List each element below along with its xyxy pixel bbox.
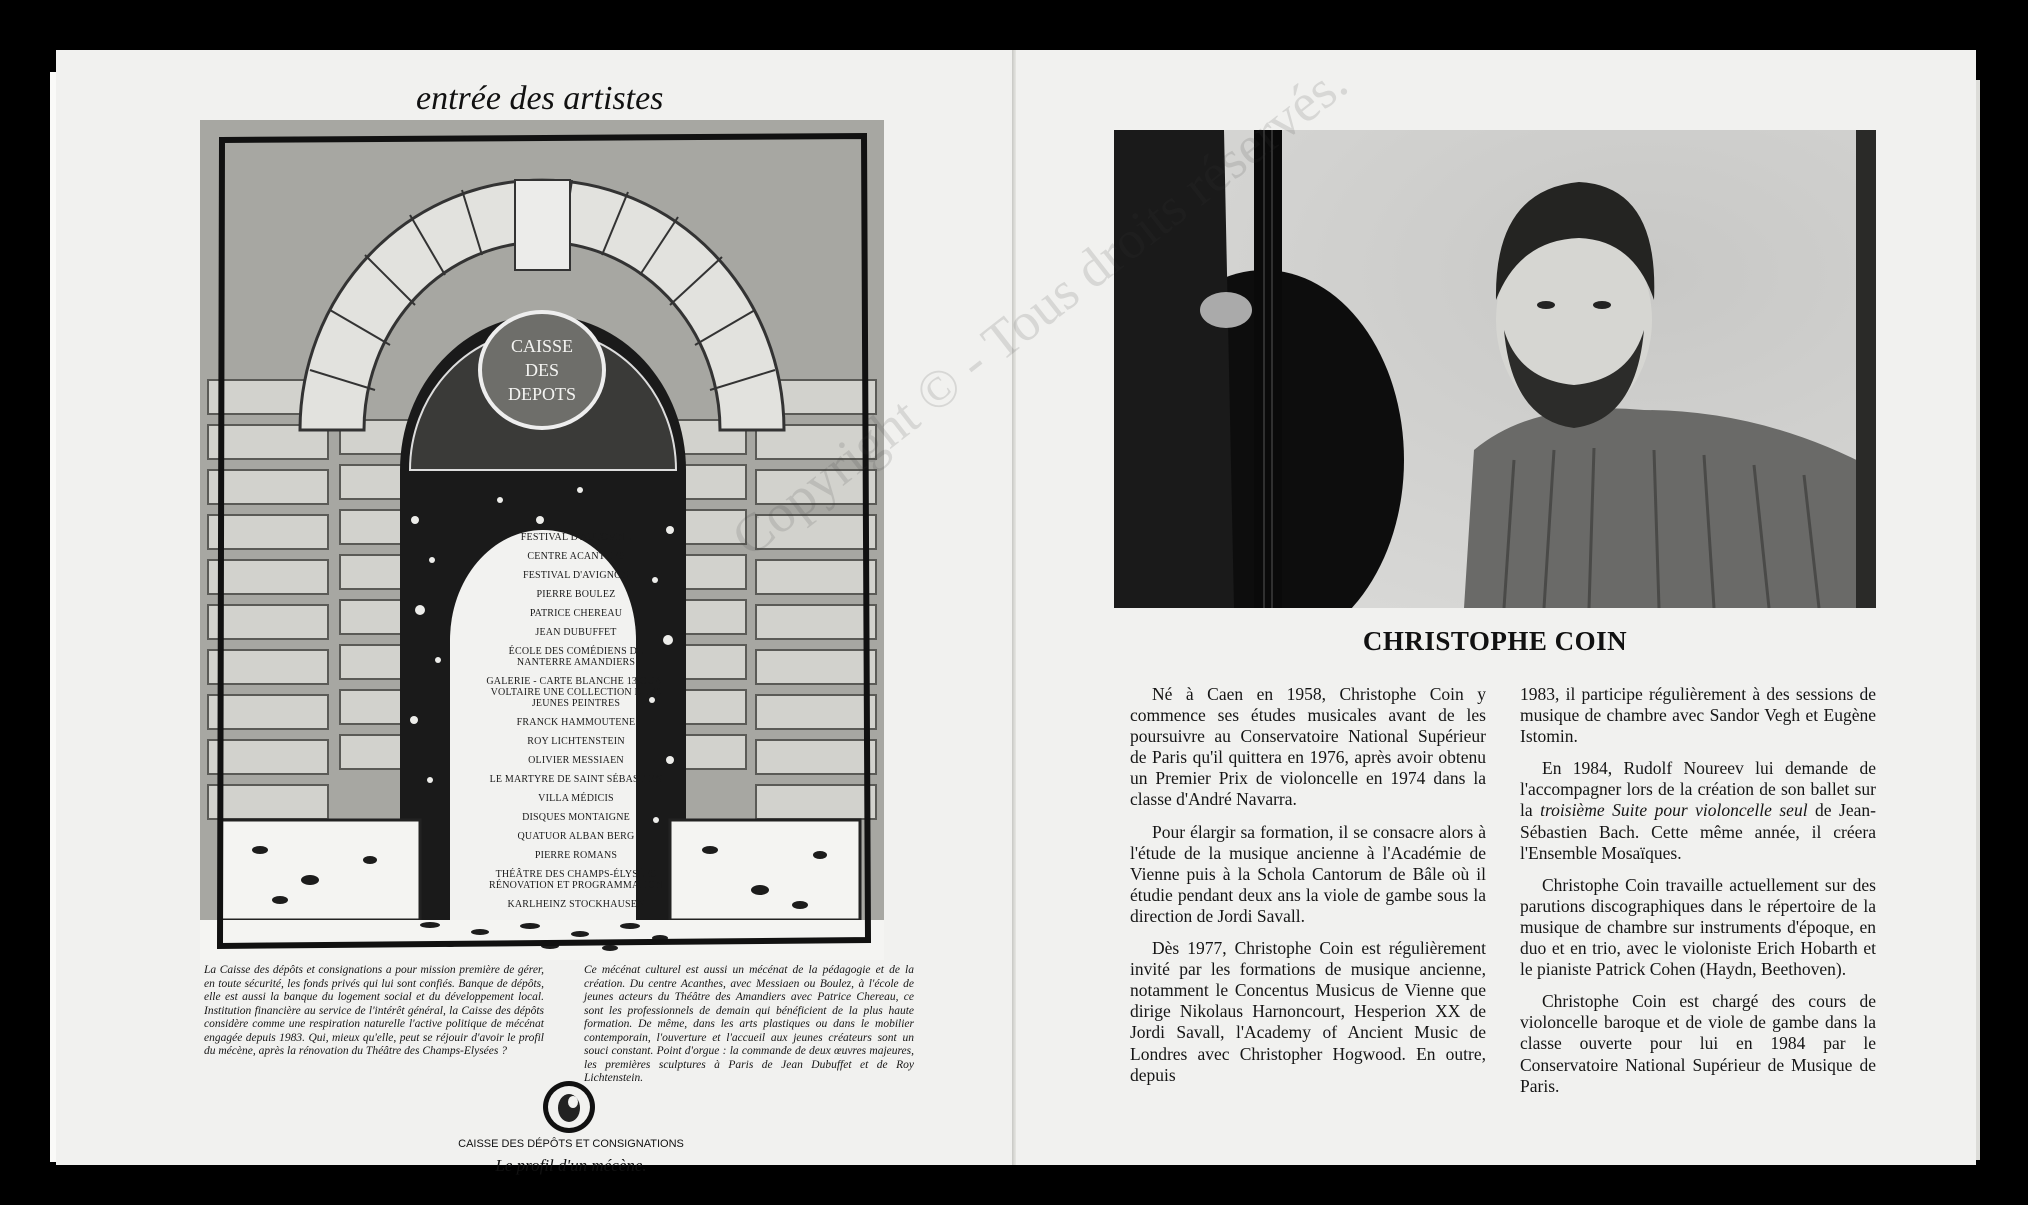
biography-column-left xyxy=(1130,684,1486,1097)
list-item: ROY LICHTENSTEIN xyxy=(527,736,625,747)
list-item: PATRICE CHEREAU xyxy=(529,608,623,619)
medallion-text-3: DEPOTS xyxy=(507,384,577,404)
artist-name: CHRISTOPHE COIN xyxy=(1362,626,1628,656)
list-item: OLIVIER MESSIAEN xyxy=(528,755,624,766)
artist-list xyxy=(450,532,702,940)
paragraph: Christophe Coin est chargé des cours de violoncelle baroque et de viole de gambe dans la classe ouverte pour lui en 1984 par le Conservatoire National Supérieur de Musique de Paris. xyxy=(1520,991,1876,1096)
logo-text: CAISSE DES DÉPÔTS ET CONSIGNATIONS xyxy=(458,1138,684,1150)
caption-right: Ce mécénat culturel est aussi un mécénat de la pédagogie et de la création. Du centre Acanthes, avec Messiaen ou Boulez, à l'école de jeunes acteurs du Théâtre des Amandiers avec Patrice Chereau, ce sont les professionnels de demain qui bénéficient de la plus haute formation. De même, dans les arts plastiques ou dans le mobilier contemporain, l'ouverture et l'accueil aux jeunes créateurs sont un souci constant. Point d'orgue : la commande de deux œuvres majeures, les premières sculptures à Paris de Jean Dubuffet et de Roy Lichtenstein. xyxy=(584,964,914,1084)
tagline: Le profil d'un mécène. xyxy=(495,1156,647,1175)
list-item: KARLHEINZ STOCKHAUSEN xyxy=(507,899,645,910)
page-header: entrée des artistes xyxy=(416,80,664,117)
list-item: PIERRE BOULEZ xyxy=(536,589,616,600)
list-item: VILLA MÉDICIS xyxy=(538,793,614,804)
list-item: FRANCK HAMMOUTENE xyxy=(516,717,636,728)
medallion-text-2: DES xyxy=(524,360,560,380)
list-item: PIERRE ROMANS xyxy=(534,850,618,861)
list-item: GALERIE - CARTE BLANCHE 13 QUAI VOLTAIRE UNE COLLECTION DE 40 JEUNES PEINTRES xyxy=(486,676,666,709)
biography-column-right xyxy=(1520,684,1876,1108)
paragraph: 1983, il participe régulièrement à des sessions de musique de chambre avec Sandor Vegh et Eugène Istomin. xyxy=(1520,684,1876,747)
list-item: FESTIVAL D'AVIGNON xyxy=(522,570,630,581)
list-item: JEAN DUBUFFET xyxy=(535,627,617,638)
left-page xyxy=(56,50,1014,1175)
paragraph-text: de Jean-Sébastien Bach. Cette même année, il créera l'Ensemble Mosaïques. xyxy=(1520,800,1876,863)
list-item: ÉCOLE DES COMÉDIENS DE NANTERRE AMANDIERS xyxy=(508,646,644,668)
paragraph: Christophe Coin travaille actuellement sur des parutions discographiques dans le répertoire de la musique de chambre sur instruments d'époque, en duo et en trio, avec le violoniste Erich Hobarth et le pianiste Patrick Cohen (Haydn, Beethoven). xyxy=(1520,874,1876,980)
paragraph: Dès 1977, Christophe Coin est régulièrement invité par les formations de musique ancienne, notamment le Concentus Musicus de Vienne que dirige Nikolaus Harnoncourt, Hesperion XX de Jordi Savall, l'Academy of Ancient Music de Londres avec Christopher Hogwood. En outre, depuis xyxy=(1130,938,1486,1085)
page-edge xyxy=(1976,80,1980,1160)
caption-left: La Caisse des dépôts et consignations a pour mission première de gérer, en toute sécurité, les fonds privés qui lui sont confiés. Banque de dépôts, elle est aussi la banque du logement social et du développement local. Institution financière au service de l'intérêt général, la Caisse des dépôts considère comme une respiration naturelle l'active politique de mécénat engagée depuis 1983. Qui, mieux qu'elle, peut se réjouir d'avoir le profil du mécène, après la rénovation du Théâtre des Champs-Elysées ? xyxy=(204,964,544,1057)
paragraph-text: En 1984, Rudolf Noureev lui demande de l'accompagner lors de la création de son ballet sur la xyxy=(1520,758,1876,821)
paragraph: Pour élargir sa formation, il se consacre alors à l'étude de la musique ancienne à l'Académie de Vienne puis à la Schola Cantorum de Bâle où il étudie pendant deux ans la viole de gambe sous la direction de Jordi Savall. xyxy=(1130,821,1486,926)
cdc-logo-icon xyxy=(540,1078,598,1136)
list-item: THÉÂTRE DES CHAMPS-ÉLYSÉES RÉNOVATION ET PROGRAMMATION xyxy=(489,869,663,891)
work-title: troisième Suite pour violoncelle seul xyxy=(1540,800,1808,821)
right-page xyxy=(1016,50,1976,1165)
list-item: DISQUES MONTAIGNE xyxy=(522,812,630,823)
list-item: LE MARTYRE DE SAINT SÉBASTIEN xyxy=(489,774,663,785)
paragraph: Né à Caen en 1958, Christophe Coin y commence ses études musicales avant de les poursuivre au Conservatoire National Supérieur de Paris qu'il quittera en 1976, après avoir obtenu un Premier Prix de violoncelle en 1974 dans la classe d'André Navarra. xyxy=(1130,684,1486,810)
paragraph xyxy=(1520,758,1876,863)
list-item: QUATUOR ALBAN BERG xyxy=(517,831,635,842)
portrait-photo xyxy=(1114,130,1876,608)
list-item: CENTRE ACANTHES xyxy=(527,551,625,562)
list-item: FESTIVAL D'AUTOMNE xyxy=(520,532,632,543)
medallion-text-1: CAISSE xyxy=(510,336,574,356)
